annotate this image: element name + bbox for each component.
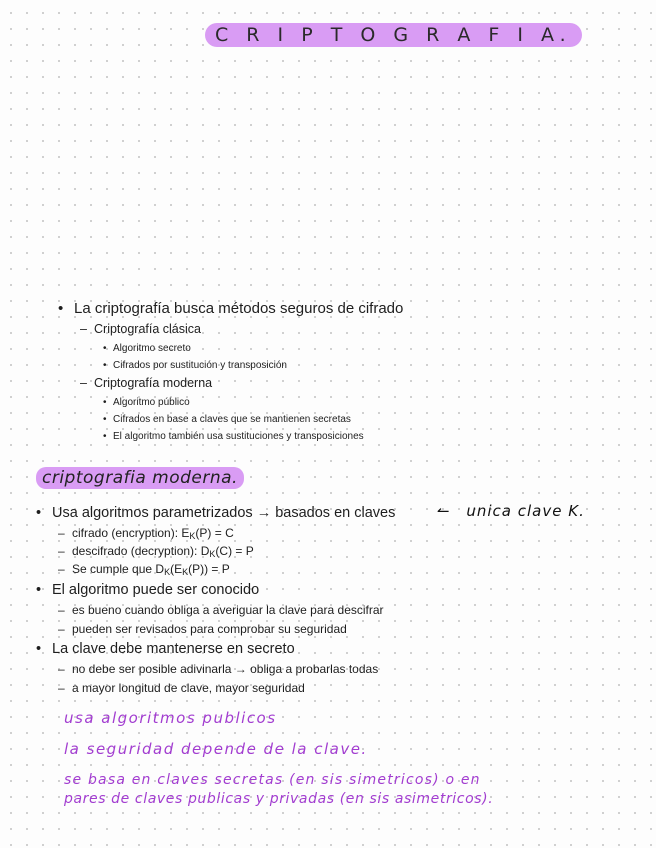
section-heading: criptografia moderna. xyxy=(36,467,244,489)
handwritten-line: se basa en claves secretas (en sis simetricos) o en xyxy=(64,772,481,788)
list-item-text: a mayor longitud de clave, mayor seguridad xyxy=(72,681,305,695)
list-item-text: Algoritmo secreto xyxy=(113,343,191,354)
list-item: • El algoritmo también usa sustituciones y transposiciones xyxy=(103,431,364,442)
bullet-icon: • xyxy=(58,300,64,317)
list-item-text: Algoritmo público xyxy=(113,397,190,408)
handwritten-line: pares de claves publicas y privadas (en sis asimetricos). xyxy=(64,791,494,807)
formula-text: (P)) = P xyxy=(188,562,230,576)
handwritten-line: la seguridad depende de la clave. xyxy=(64,740,368,758)
bullet-text: La clave debe mantenerse en secreto xyxy=(52,641,295,657)
list-item: – es bueno cuando obliga a averiguar la clave para descifrar xyxy=(58,603,384,617)
list-item: – Se cumple que $D_K(E_K(P)) = P$ xyxy=(58,562,230,577)
bullet-secreto: • La clave debe mantenerse en secreto xyxy=(36,641,295,657)
moderna-item: – Criptografía moderna xyxy=(80,376,213,390)
list-item-text: El algoritmo también usa sustituciones y transposiciones xyxy=(113,431,364,442)
formula-text: (E xyxy=(170,562,183,576)
list-item: – no debe ser posible adivinarla → obliga a probarlas todas xyxy=(58,662,379,676)
moderna-text: Criptografía moderna xyxy=(94,376,213,390)
page-title: C R I P T O G R A F I A. xyxy=(205,23,582,47)
subscript: K xyxy=(209,549,216,559)
bullet-text: Usa algoritmos parametrizados → basados en claves xyxy=(52,505,396,521)
list-item-text: Cifrados por sustitución y transposición xyxy=(113,360,287,371)
list-item-text: Cifrados en base a claves que se mantienen secretas xyxy=(113,414,351,425)
list-item: • Algoritmo público xyxy=(103,397,190,408)
list-item: – a mayor longitud de clave, mayor seguridad xyxy=(58,681,305,695)
handwritten-line: usa algoritmos publicos xyxy=(64,709,277,727)
formula-text: (P) = C xyxy=(195,526,234,540)
list-item: – descifrado (decryption): $D_K(C) = P$ xyxy=(58,544,254,559)
bullet-text: El algoritmo puede ser conocido xyxy=(52,582,260,598)
list-item: – pueden ser revisados para comprobar su seguridad xyxy=(58,622,347,636)
handwritten-note xyxy=(437,502,585,520)
list-item: • Cifrados en base a claves que se mantienen secretas xyxy=(103,414,351,425)
arrow-left-icon: ↼ xyxy=(437,502,451,520)
note-text: unica clave K. xyxy=(466,502,585,520)
formula-text: Se cumple que D xyxy=(72,562,165,576)
list-item-text: pueden ser revisados para comprobar su seguridad xyxy=(72,622,347,636)
intro-text: La criptografía busca métodos seguros de cifrado xyxy=(74,300,404,317)
list-item: • Cifrados por sustitución y transposición xyxy=(103,360,287,371)
subscript: K xyxy=(182,567,189,577)
clasica-item: – Criptografía clásica xyxy=(80,322,201,336)
formula-text: descifrado (decryption): D xyxy=(72,544,210,558)
list-item-text: no debe ser posible adivinarla → obliga a probarlas todas xyxy=(72,662,379,676)
formula-text: (C) = P xyxy=(215,544,254,558)
subscript: K xyxy=(189,531,196,541)
intro-bullet xyxy=(58,300,403,317)
formula-text: cifrado (encryption): E xyxy=(72,526,190,540)
bullet-conocido: • El algoritmo puede ser conocido xyxy=(36,582,260,598)
bullet-parametrizados: • Usa algoritmos parametrizados → basados en claves xyxy=(36,505,396,521)
clasica-text: Criptografía clásica xyxy=(94,322,201,336)
subscript: K xyxy=(164,567,171,577)
list-item: • Algoritmo secreto xyxy=(103,343,191,354)
list-item-text: es bueno cuando obliga a averiguar la clave para descifrar xyxy=(72,603,384,617)
list-item: – cifrado (encryption): $E_K(P) = C$ xyxy=(58,526,234,541)
